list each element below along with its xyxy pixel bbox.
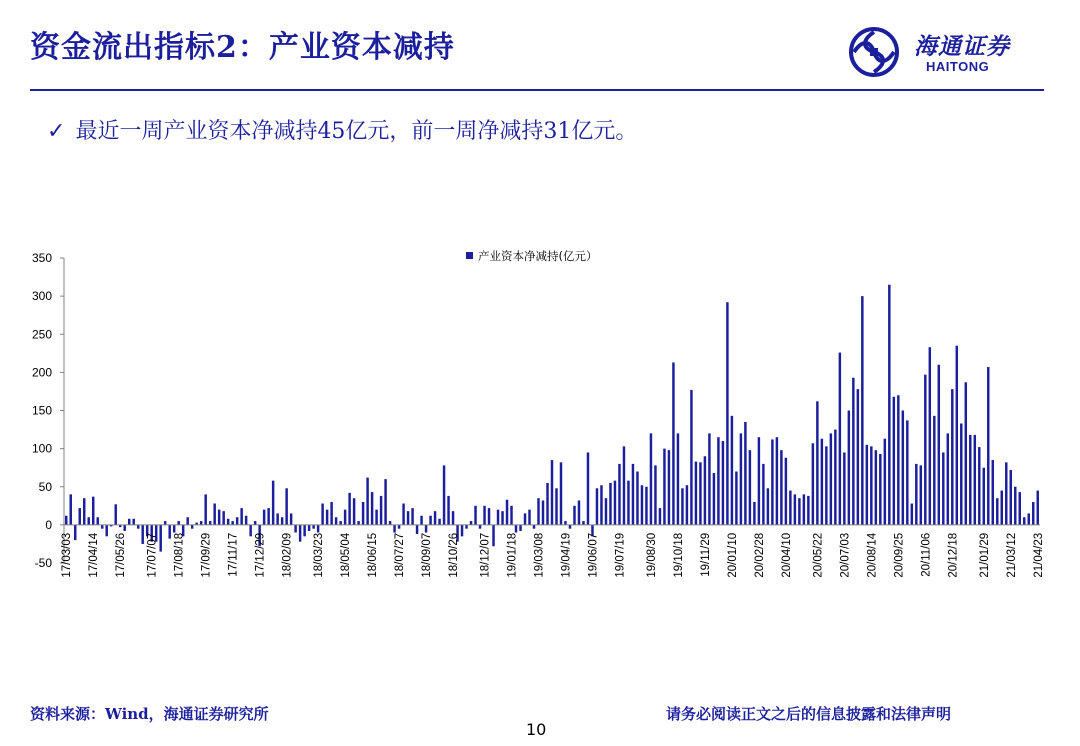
- bar: [645, 487, 647, 525]
- bar: [173, 525, 175, 533]
- bar: [956, 346, 958, 525]
- y-tick-label: 200: [31, 365, 52, 380]
- bar: [600, 485, 602, 525]
- x-tick-label: 18/03/23: [313, 532, 326, 578]
- bar: [191, 525, 193, 529]
- bar: [960, 423, 962, 524]
- bar: [780, 450, 782, 525]
- bar: [501, 511, 503, 525]
- bar: [578, 500, 580, 524]
- bar: [92, 497, 94, 525]
- x-tick-label: 21/01/29: [978, 532, 991, 578]
- y-tick-label: 0: [45, 517, 52, 532]
- bar: [978, 447, 980, 525]
- x-tick-label: 17/04/14: [88, 532, 101, 578]
- bar: [1019, 492, 1021, 525]
- x-tick-label: 18/10/26: [448, 532, 461, 578]
- bar: [798, 498, 800, 525]
- x-tick-label: 20/08/14: [866, 532, 879, 578]
- haitong-logo: [848, 26, 1048, 82]
- bar: [497, 510, 499, 525]
- bar: [969, 435, 971, 525]
- bar: [677, 433, 679, 525]
- bar: [632, 464, 634, 525]
- bar: [983, 468, 985, 525]
- bar: [659, 508, 661, 525]
- bar: [294, 525, 296, 533]
- bar: [555, 488, 557, 525]
- bar: [794, 494, 796, 525]
- bar: [920, 465, 922, 524]
- y-axis: [32, 251, 64, 570]
- bar: [569, 525, 571, 529]
- bar: [213, 504, 215, 525]
- x-tick-label: 17/12/29: [254, 532, 267, 578]
- bar: [70, 494, 72, 525]
- bar: [141, 525, 143, 544]
- x-tick-label: 18/02/09: [281, 532, 294, 578]
- logo-english-name: HAITONG: [926, 59, 990, 74]
- bar: [1023, 517, 1025, 525]
- bar: [731, 416, 733, 525]
- x-tick-label: 18/06/15: [367, 532, 380, 578]
- x-tick-label: 18/07/27: [394, 532, 407, 578]
- bar: [785, 458, 787, 525]
- bar: [614, 481, 616, 525]
- bar: [726, 302, 728, 525]
- bar: [290, 513, 292, 524]
- bar: [884, 439, 886, 525]
- x-tick-label: 19/10/18: [672, 532, 685, 578]
- bar: [312, 525, 314, 529]
- y-tick-label: 250: [31, 327, 52, 342]
- bar: [515, 525, 517, 533]
- bar: [852, 378, 854, 525]
- bar: [812, 443, 814, 525]
- bar: [681, 488, 683, 525]
- bar: [416, 525, 418, 534]
- x-axis: [61, 525, 1045, 578]
- bar: [83, 498, 85, 525]
- bar: [128, 519, 130, 525]
- x-tick-label: 19/11/29: [699, 532, 712, 577]
- footer-source: 资料来源：Wind，海通证券研究所: [30, 705, 269, 723]
- bar: [159, 525, 161, 552]
- y-tick-label: 50: [38, 479, 52, 494]
- x-tick-label: 19/08/30: [645, 532, 658, 578]
- bar: [249, 525, 251, 536]
- bar: [695, 462, 697, 525]
- bar: [326, 510, 328, 525]
- bar: [114, 504, 116, 525]
- bar: [704, 456, 706, 525]
- bar: [335, 517, 337, 525]
- bar: [236, 517, 238, 525]
- bar: [272, 481, 274, 525]
- bar: [875, 450, 877, 525]
- x-tick-label: 20/12/18: [947, 532, 960, 578]
- bar: [902, 411, 904, 525]
- bar: [204, 494, 206, 525]
- bar: [474, 506, 476, 525]
- bar: [123, 525, 125, 531]
- x-tick-label: 20/09/25: [893, 532, 906, 578]
- bar: [650, 433, 652, 525]
- bar: [528, 510, 530, 525]
- bar: [951, 389, 953, 525]
- bar: [137, 525, 139, 529]
- bar: [803, 494, 805, 525]
- bar: [740, 433, 742, 525]
- bar: [942, 452, 944, 524]
- summary-bullet: [47, 114, 637, 145]
- bar: [627, 481, 629, 525]
- bar: [582, 521, 584, 525]
- bar: [767, 488, 769, 525]
- bar: [744, 422, 746, 525]
- bar: [344, 510, 346, 525]
- bar: [245, 516, 247, 525]
- bar: [393, 525, 395, 533]
- bar: [929, 347, 931, 525]
- bar: [825, 446, 827, 525]
- x-tick-label: 19/01/18: [506, 532, 519, 578]
- bar: [492, 525, 494, 546]
- page-title: 资金流出指标2：产业资本减持: [30, 30, 455, 65]
- x-tick-label: 20/05/22: [812, 532, 825, 578]
- bar: [101, 525, 103, 529]
- bar: [686, 485, 688, 525]
- bar: [848, 411, 850, 525]
- bar: [987, 367, 989, 525]
- bar: [506, 500, 508, 525]
- bar: [888, 285, 890, 525]
- bar: [321, 504, 323, 525]
- bar: [524, 513, 526, 524]
- bar: [254, 521, 256, 525]
- bar: [231, 521, 233, 525]
- bar: [263, 510, 265, 525]
- bar: [749, 450, 751, 525]
- bar: [789, 491, 791, 525]
- bar: [222, 511, 224, 525]
- bar: [425, 525, 427, 533]
- bar: [992, 460, 994, 525]
- bar: [74, 525, 76, 540]
- bar: [177, 521, 179, 525]
- summary-text: 最近一周产业资本净减持45亿元，前一周净减持31亿元。: [75, 119, 638, 144]
- bar: [227, 519, 229, 525]
- x-tick-label: 18/09/07: [421, 532, 434, 578]
- bar: [1014, 487, 1016, 525]
- bar: [357, 521, 359, 525]
- bar: [1032, 502, 1034, 525]
- y-tick-label: -50: [34, 556, 52, 570]
- bar: [816, 401, 818, 525]
- title-divider: [30, 89, 1044, 91]
- bar: [663, 449, 665, 525]
- bar: [717, 437, 719, 525]
- x-tick-label: 20/02/28: [753, 532, 766, 578]
- bar: [771, 439, 773, 524]
- bar: [168, 525, 170, 539]
- bar: [551, 460, 553, 525]
- bar: [821, 439, 823, 525]
- bar: [690, 390, 692, 525]
- bar: [218, 510, 220, 525]
- bar: [618, 464, 620, 525]
- bar: [398, 525, 400, 529]
- bar: [299, 525, 301, 542]
- bar: [281, 517, 283, 525]
- legend: [466, 249, 598, 263]
- bar: [596, 488, 598, 525]
- bar: [672, 362, 674, 524]
- x-tick-label: 19/06/07: [587, 532, 600, 578]
- x-tick-label: 17/03/03: [61, 532, 74, 578]
- bar: [699, 462, 701, 525]
- x-tick-label: 20/11/06: [920, 532, 933, 577]
- bar: [911, 504, 913, 525]
- bar: [974, 435, 976, 525]
- y-tick-label: 100: [31, 441, 52, 456]
- x-tick-label: 19/07/19: [614, 532, 627, 578]
- bar: [429, 516, 431, 525]
- bar: [371, 492, 373, 525]
- x-tick-label: 17/07/07: [146, 532, 159, 578]
- bar: [420, 516, 422, 525]
- bar: [407, 511, 409, 525]
- check-icon: ✓: [47, 119, 66, 144]
- footer-disclaimer: 请务必阅读正文之后的信息披露和法律声明: [666, 705, 952, 723]
- bar: [308, 525, 310, 531]
- bar: [870, 446, 872, 525]
- bar: [861, 296, 863, 525]
- bar: [510, 506, 512, 525]
- bar: [947, 433, 949, 525]
- logo-chinese-name: 海通证券: [914, 33, 1010, 60]
- bar: [65, 516, 67, 525]
- bar: [857, 389, 859, 525]
- bar: [843, 452, 845, 524]
- bar: [164, 521, 166, 525]
- bar: [776, 437, 778, 525]
- bar: [537, 498, 539, 525]
- bar: [546, 483, 548, 525]
- bar: [447, 496, 449, 525]
- bar: [353, 498, 355, 525]
- bar: [276, 513, 278, 524]
- bar: [1001, 491, 1003, 525]
- bar: [713, 473, 715, 525]
- bar: [641, 485, 643, 525]
- x-tick-label: 18/05/04: [340, 532, 353, 578]
- x-tick-label: 17/05/26: [115, 532, 128, 578]
- y-tick-label: 150: [31, 403, 52, 418]
- bar: [605, 498, 607, 525]
- bar: [483, 506, 485, 525]
- bar: [303, 525, 305, 536]
- bar: [105, 525, 107, 536]
- bar: [830, 433, 832, 525]
- bar: [452, 511, 454, 525]
- bar: [839, 353, 841, 525]
- bar: [97, 517, 99, 525]
- bar: [542, 500, 544, 524]
- bar: [88, 517, 90, 525]
- bar: [533, 525, 535, 529]
- x-tick-label: 21/04/23: [1032, 532, 1045, 578]
- legend-label: 产业资本净减持(亿元）: [478, 249, 598, 263]
- bar: [519, 525, 521, 531]
- bar: [443, 465, 445, 524]
- bar: [186, 517, 188, 525]
- bar: [438, 519, 440, 525]
- x-tick-label: 19/04/19: [560, 532, 573, 578]
- bar: [965, 382, 967, 525]
- bar: [1010, 470, 1012, 525]
- bar: [735, 472, 737, 525]
- bar: [330, 502, 332, 525]
- x-tick-label: 20/01/10: [726, 532, 739, 578]
- bar: [465, 525, 467, 529]
- x-tick-label: 21/03/12: [1005, 532, 1018, 578]
- bar-chart: [0, 240, 1080, 640]
- bar: [879, 454, 881, 525]
- bar: [893, 397, 895, 525]
- bar: [488, 508, 490, 525]
- x-tick-label: 19/03/08: [533, 532, 546, 578]
- x-tick-label: 17/09/29: [200, 532, 213, 578]
- bar: [384, 479, 386, 525]
- bar: [362, 502, 364, 525]
- bar: [1005, 462, 1007, 525]
- bar: [609, 483, 611, 525]
- bar: [389, 521, 391, 525]
- bar: [411, 508, 413, 525]
- bar: [573, 506, 575, 525]
- bar: [866, 445, 868, 525]
- bar: [317, 525, 319, 533]
- y-tick-label: 350: [31, 251, 52, 265]
- y-tick-label: 300: [31, 289, 52, 304]
- bar: [560, 462, 562, 525]
- bar: [380, 496, 382, 525]
- bar: [461, 525, 463, 536]
- x-tick-label: 20/04/10: [780, 532, 793, 578]
- bar: [933, 416, 935, 525]
- bar: [762, 464, 764, 525]
- bar: [470, 521, 472, 525]
- bar: [587, 452, 589, 524]
- x-tick-label: 18/12/07: [479, 532, 492, 578]
- bar: [915, 464, 917, 525]
- bar: [834, 430, 836, 525]
- bar: [240, 508, 242, 525]
- bar: [402, 504, 404, 525]
- bar: [623, 446, 625, 525]
- x-tick-label: 20/07/03: [839, 532, 852, 578]
- bar: [668, 450, 670, 525]
- bar: [348, 493, 350, 525]
- bar: [200, 521, 202, 525]
- bar: [753, 502, 755, 525]
- bar: [267, 508, 269, 525]
- x-tick-label: 17/11/17: [227, 532, 240, 577]
- bar: [938, 365, 940, 525]
- bar: [366, 478, 368, 525]
- x-tick-label: 17/08/18: [173, 532, 186, 578]
- bar: [375, 510, 377, 525]
- bar: [132, 519, 134, 525]
- bar: [654, 465, 656, 524]
- bar: [479, 525, 481, 529]
- legend-swatch: [466, 252, 473, 259]
- bar: [285, 488, 287, 525]
- bar: [996, 498, 998, 525]
- bar: [209, 521, 211, 525]
- bar: [897, 395, 899, 525]
- bar: [636, 472, 638, 525]
- bar: [339, 521, 341, 525]
- haitong-logo-icon: [848, 26, 900, 78]
- bar: [1028, 513, 1030, 524]
- bar: [924, 375, 926, 525]
- bar: [758, 437, 760, 525]
- bar: [722, 441, 724, 525]
- bar: [807, 496, 809, 525]
- bar: [434, 511, 436, 525]
- bar: [1037, 491, 1039, 525]
- bar: [79, 508, 81, 525]
- page-number: 10: [526, 720, 547, 739]
- bar-series: [65, 285, 1039, 552]
- bar: [906, 420, 908, 524]
- bar: [708, 433, 710, 525]
- bar: [564, 521, 566, 525]
